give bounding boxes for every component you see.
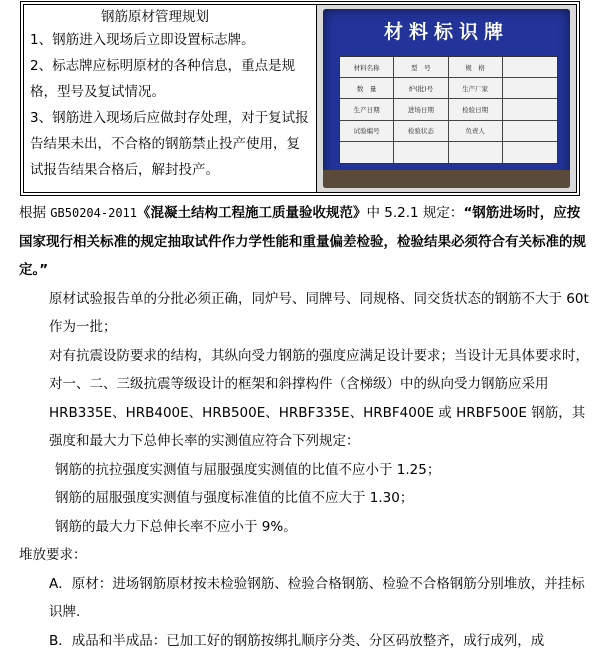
sign-cell: 生产日期 — [340, 99, 394, 120]
sign-cell: 生产厂家 — [449, 78, 503, 99]
plan-item-3: 3、钢筋进入现场后应做封存处理，对于复试报告结果未出，不合格的钢筋禁止投产使用，复试报告结果合格后，解封投产。 — [30, 105, 310, 183]
sign-cell — [503, 121, 557, 142]
sign-photo-cell — [317, 5, 576, 192]
stacking-item-b: B．成品和半成品：已加工好的钢筋按绑扎顺序分类、分区码放整齐，成行成列，成 — [19, 627, 589, 655]
sign-cell — [503, 57, 557, 78]
sign-cell: 型 号 — [394, 57, 448, 78]
info-table-inner — [23, 4, 577, 193]
sign-cell — [503, 142, 557, 163]
document-body — [19, 199, 589, 655]
sign-cell — [503, 99, 557, 120]
sign-cell: 材料名称 — [340, 57, 394, 78]
clause-ref: 中 5.2.1 规定： — [367, 205, 464, 221]
info-table — [20, 1, 580, 196]
sign-cell: 试验编号 — [340, 121, 394, 142]
standard-name: 《混凝土结构工程施工质量验收规范》 — [137, 205, 367, 221]
sign-title: 材料标识牌 — [323, 17, 570, 44]
sign-cell: 数 量 — [340, 78, 394, 99]
material-sign-photo — [323, 9, 570, 188]
sign-cell — [449, 142, 503, 163]
sign-cell — [340, 142, 394, 163]
management-plan-title: 钢筋原材管理规划 — [30, 7, 310, 27]
plan-item-2: 2、标志牌应标明原材的各种信息，重点是规格，型号及复试情况。 — [30, 53, 310, 105]
sign-cell: 检验状态 — [394, 121, 448, 142]
requirement-3: 钢筋的最大力下总伸长率不应小于 9%。 — [19, 513, 589, 542]
sign-cell: 进场日期 — [394, 99, 448, 120]
sign-cell: 炉(批)号 — [394, 78, 448, 99]
plan-item-1: 1、钢筋进入现场后立即设置标志牌。 — [30, 27, 310, 53]
sign-base — [323, 170, 570, 188]
clause-quote: “钢筋进场时，应按国家现行相关标准的规定抽取试件作力学性能和重量偏差检验，检验结果必须符合有关标准的规定。” — [19, 205, 586, 278]
requirement-1: 钢筋的抗拉强度实测值与屈服强度实测值的比值不应小于 1.25； — [19, 456, 589, 485]
seismic-paragraph: 对有抗震设防要求的结构，其纵向受力钢筋的强度应满足设计要求；当设计无具体要求时，对一、二、三级抗震等级设计的框架和斜撑构件（含梯级）中的纵向受力钢筋应采用 HRB335E、HRB400E、HRB500E、HRBF335E、HRBF400E 或 HRBF500E 钢筋，其强度和最大力下总伸长率的实测值应符合下列规定： — [19, 342, 589, 456]
sign-cell: 检验日期 — [449, 99, 503, 120]
sign-cell: 负责人 — [449, 121, 503, 142]
sign-cell: 规 格 — [449, 57, 503, 78]
stacking-heading: 堆放要求： — [19, 541, 589, 570]
sign-cell — [503, 78, 557, 99]
sign-grid — [339, 56, 558, 164]
regulation-paragraph — [19, 199, 589, 285]
management-plan-cell — [24, 5, 317, 192]
standard-code: GB50204-2011 — [50, 206, 137, 220]
requirement-2: 钢筋的屈服强度实测值与强度标准值的比值不应大于 1.30； — [19, 484, 589, 513]
regulation-prefix: 根据 — [19, 205, 50, 221]
stacking-item-a: A．原材：进场钢筋原材按未检验钢筋、检验合格钢筋、检验不合格钢筋分别堆放，并挂标识牌. — [19, 570, 589, 627]
batch-paragraph: 原材试验报告单的分批必须正确，同炉号、同牌号、同规格、同交货状态的钢筋不大于 60t 作为一批； — [19, 285, 589, 342]
sign-cell — [394, 142, 448, 163]
